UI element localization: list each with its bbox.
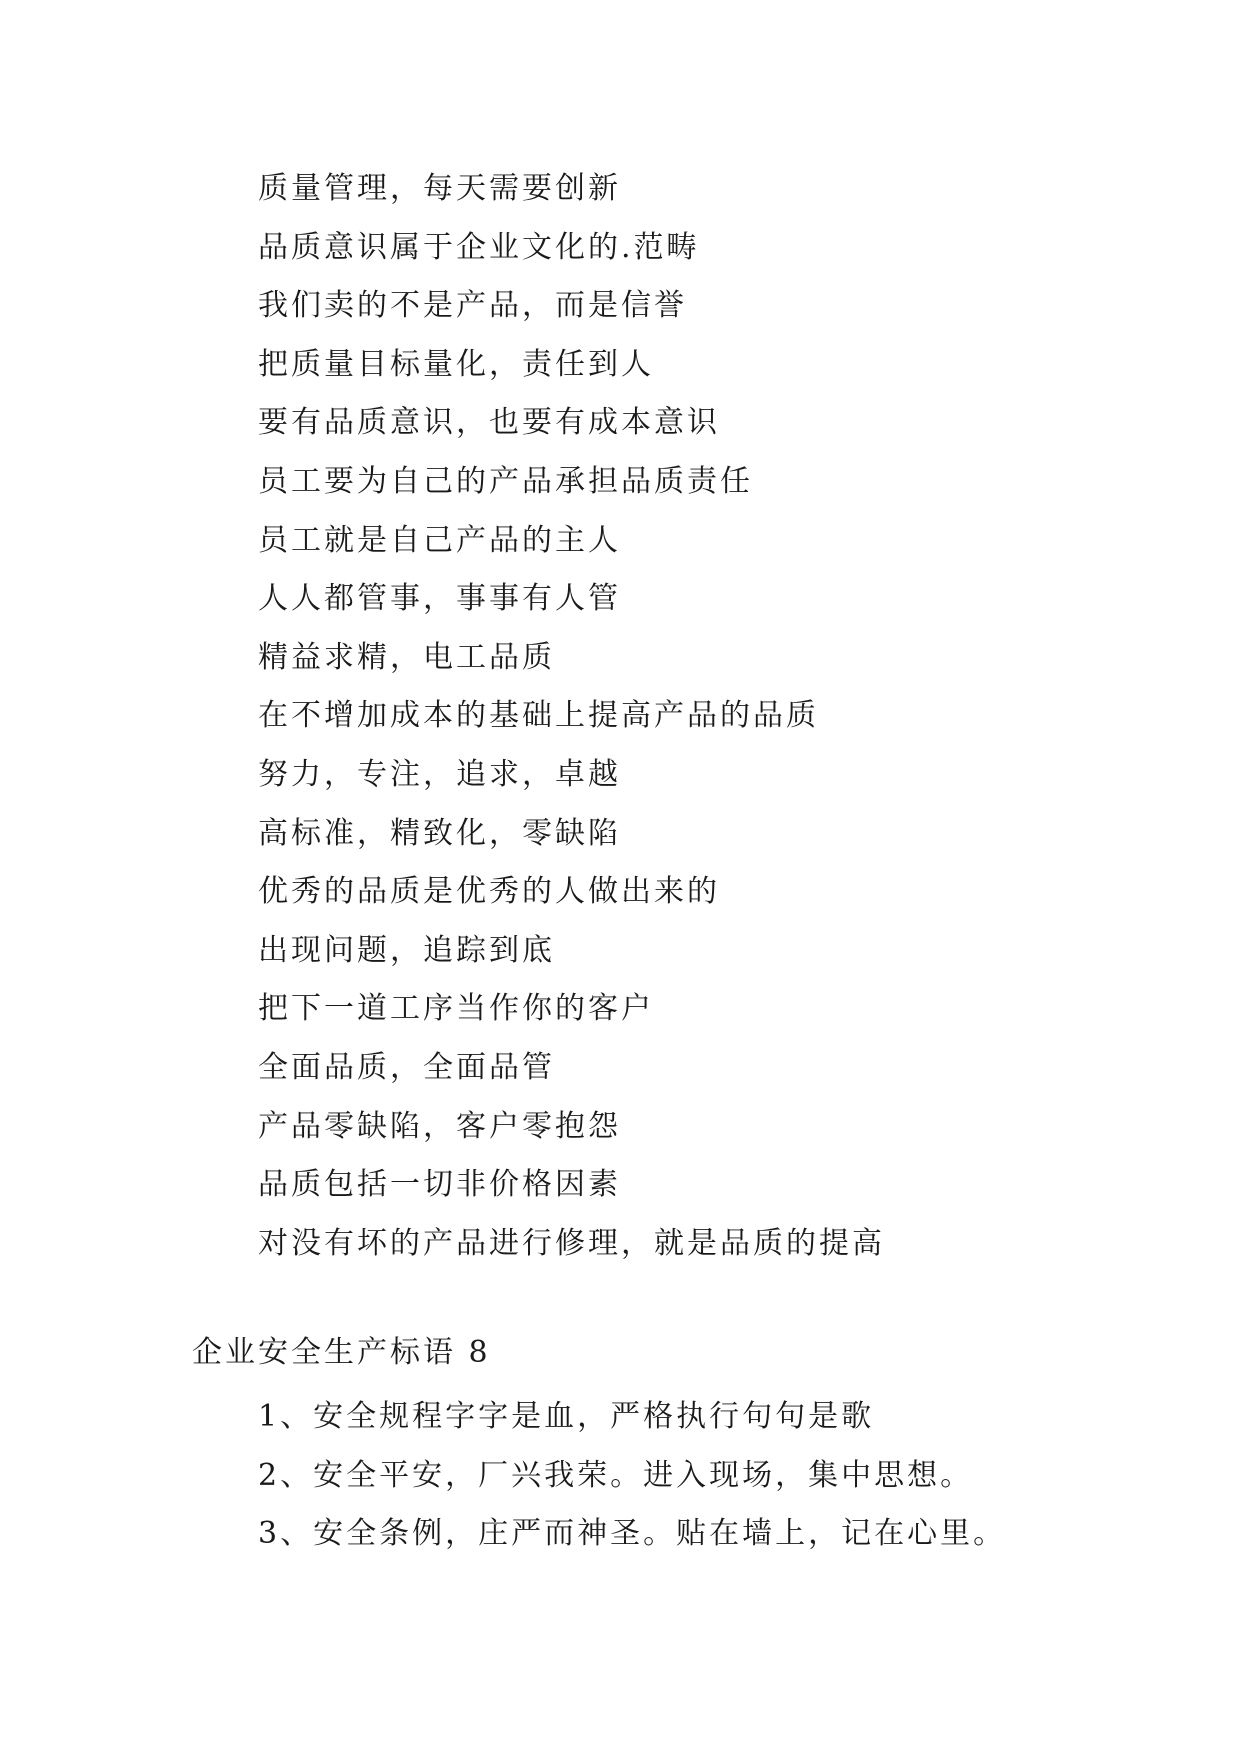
safety-slogan-item: 2、安全平安，厂兴我荣。进入现场，集中思想。 xyxy=(258,1457,974,1493)
slogan-line: 把下一道工序当作你的客户 xyxy=(258,991,654,1027)
slogan-line: 我们卖的不是产品，而是信誉 xyxy=(258,288,687,324)
slogan-line: 人人都管事，事事有人管 xyxy=(258,581,621,617)
safety-slogan-item: 3、安全条例，庄严而神圣。贴在墙上，记在心里。 xyxy=(258,1516,1007,1551)
slogan-line: 质量管理，每天需要创新 xyxy=(258,171,621,206)
quality-slogan-list xyxy=(258,160,885,1273)
safety-slogan-item: 1、安全规程字字是血，严格执行句句是歌 xyxy=(258,1399,875,1434)
safety-slogan-list xyxy=(258,1388,1006,1564)
slogan-line: 品质意识属于企业文化的.范畴 xyxy=(258,229,700,265)
slogan-line: 对没有坏的产品进行修理，就是品质的提高 xyxy=(258,1225,885,1261)
slogan-line: 员工就是自己产品的主人 xyxy=(258,522,621,558)
slogan-line: 员工要为自己的产品承担品质责任 xyxy=(258,463,753,499)
slogan-line: 出现问题，追踪到底 xyxy=(258,932,555,968)
slogan-line: 在不增加成本的基础上提高产品的品质 xyxy=(258,698,819,734)
slogan-line: 要有品质意识，也要有成本意识 xyxy=(258,405,720,441)
slogan-line: 优秀的品质是优秀的人做出来的 xyxy=(258,874,720,910)
slogan-line: 努力，专注，追求，卓越 xyxy=(258,756,621,792)
slogan-line: 品质包括一切非价格因素 xyxy=(258,1167,621,1203)
slogan-line: 产品零缺陷，客户零抱怨 xyxy=(258,1108,621,1144)
section-heading: 企业安全生产标语 8 xyxy=(192,1335,491,1370)
slogan-line: 全面品质，全面品管 xyxy=(258,1049,555,1085)
slogan-line: 精益求精，电工品质 xyxy=(258,639,555,675)
slogan-line: 高标准，精致化，零缺陷 xyxy=(258,815,621,851)
slogan-line: 把质量目标量化，责任到人 xyxy=(258,346,654,382)
